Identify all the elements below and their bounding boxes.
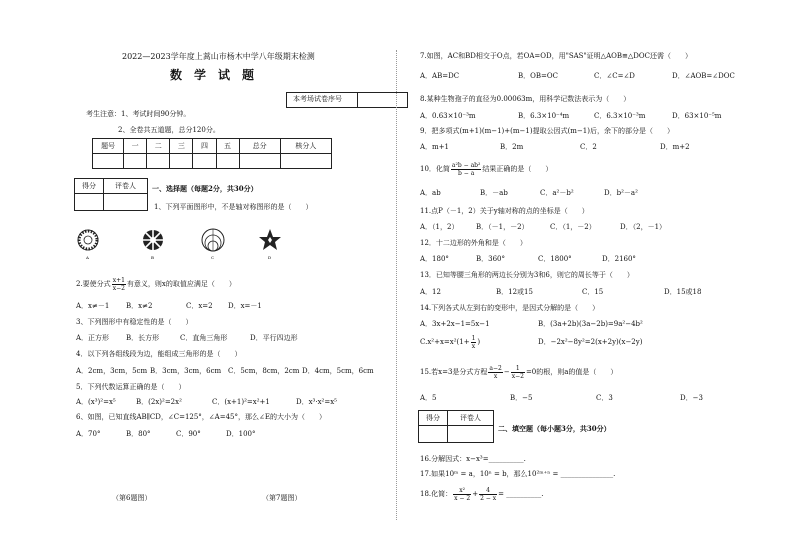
q14-option-a[interactable]: A．3x+2x−1=5x−1	[420, 320, 490, 328]
score-header-cell: 五	[216, 139, 239, 154]
score-header-cell: 四	[193, 139, 216, 154]
score-cell[interactable]	[280, 154, 331, 169]
q5-option-d[interactable]: D．x³·x²=x⁵	[296, 398, 337, 406]
q9-option-a[interactable]: A．m+1	[420, 143, 450, 151]
score-header-cell: 二	[147, 139, 170, 154]
q1-text: 1、下列平面图形中，不是轴对称图形的是（ ）	[154, 203, 313, 211]
q15-pre: 15.若x=3是分式方程	[420, 368, 488, 376]
q8-option-b[interactable]: B．6.3×10⁻⁴m	[518, 112, 570, 120]
figure6-caption: （第6题图）	[112, 494, 152, 502]
q10-numerator: a²b − ab²	[451, 161, 481, 169]
grader-score-cell[interactable]	[75, 194, 104, 211]
q12-option-a[interactable]: A．180°	[420, 255, 449, 263]
q12-option-d[interactable]: D．2160°	[602, 255, 636, 263]
q15-option-a[interactable]: A．5	[420, 394, 437, 402]
q3-option-c[interactable]: C．直角三角形	[180, 334, 228, 342]
section2-title: 二、填空题（每小题3分，共30分）	[498, 424, 611, 433]
q9-option-c[interactable]: C．2	[580, 143, 597, 151]
grader-table-1	[74, 178, 148, 211]
score-table	[92, 138, 332, 169]
q1-figure-a	[78, 230, 98, 250]
q10-option-b[interactable]: B．－ab	[480, 189, 508, 197]
q8-option-c[interactable]: C．6.3×10⁻³m	[594, 112, 646, 120]
q18-plus: +	[472, 490, 479, 498]
q13-option-d[interactable]: D．15或18	[664, 288, 702, 296]
q6-option-a[interactable]: A．70°	[76, 430, 101, 438]
q3-text: 3、下列图形中有稳定性的是（ ）	[76, 318, 193, 326]
q1-figure-d	[259, 229, 281, 250]
q10-denominator: b − a	[458, 169, 475, 177]
q6-option-b[interactable]: B．80°	[126, 430, 151, 438]
q11-option-d[interactable]: D．（2，－1）	[620, 223, 667, 231]
exam-title: 2022—2023学年度上蒿山市杨木中学八年级期末检测	[122, 52, 315, 61]
seat-number-label: 本考场试卷序号	[293, 95, 342, 103]
q10-option-d[interactable]: D．b²－a²	[604, 189, 638, 197]
q5-text: 5．下列代数运算正确的是（ ）	[76, 383, 186, 391]
score-header-cell: 总分	[239, 139, 280, 154]
q8-text: 8.某种生物孢子的直径为0.00063m，用科学记数法表示为（ ）	[420, 95, 631, 103]
score-cell[interactable]	[239, 154, 280, 169]
score-header-cell: 核分人	[280, 139, 331, 154]
q1-label-d: D	[268, 255, 272, 260]
q13-option-a[interactable]: A．12	[420, 288, 441, 296]
q13-option-b[interactable]: B．12或15	[496, 288, 533, 296]
grader-table-2	[418, 410, 494, 443]
q14-option-c-post: )	[477, 338, 481, 346]
figure7-caption: （第7题图）	[262, 494, 302, 502]
q2-text	[76, 276, 236, 292]
q11-option-a[interactable]: A．（1，2）	[420, 223, 459, 231]
grader-score-label: 得分	[75, 179, 104, 194]
q13-option-c[interactable]: C．15	[582, 288, 604, 296]
q18-denominator-2: 2 − x	[480, 494, 497, 502]
q6-option-d[interactable]: D．100°	[226, 430, 256, 438]
q5-option-c[interactable]: C．(x+1)²=x²+1	[212, 398, 270, 406]
q10-text	[420, 161, 552, 177]
q4-text: 4．以下列各组线段为边，能组成三角形的是（ ）	[76, 350, 242, 358]
score-header-cell: 题号	[93, 139, 124, 154]
q9-text: 9．把多项式(m+1)(m−1)+(m−1)提取公因式(m−1)后，余下的部分是（ ）	[420, 127, 674, 135]
q2-option-c[interactable]: C．x=2	[186, 302, 213, 310]
q2-option-d[interactable]: D．x=－1	[228, 302, 262, 310]
q18-post: = __________.	[498, 490, 544, 498]
grader-reviewer-label: 评卷人	[104, 179, 148, 194]
q12-text: 12．十二边形的外角和是（ ）	[420, 239, 527, 247]
score-cell[interactable]	[193, 154, 216, 169]
q5-option-a[interactable]: A．(x³)²=x⁵	[76, 398, 116, 406]
grader-score-label: 得分	[419, 411, 448, 426]
section1-title: 一、选择题（每题2分，共30分）	[152, 184, 258, 193]
score-cell[interactable]	[170, 154, 193, 169]
score-cell[interactable]	[216, 154, 239, 169]
score-table-header-row	[93, 139, 332, 154]
q18-pre: 18.化简：	[420, 490, 453, 498]
score-table-entry-row	[93, 154, 332, 169]
q18-denominator-1: x − 2	[454, 494, 471, 502]
q15-denominator-1: x	[493, 372, 498, 380]
q15-denominator-2: x−2	[511, 372, 524, 380]
q11-text: 11.点P（－1，2）关于y轴对称的点的坐标是（ ）	[420, 207, 589, 215]
q2-option-a[interactable]: A．x≠－1	[76, 302, 110, 310]
grader-score-cell[interactable]	[419, 426, 448, 443]
q18-text[interactable]	[420, 486, 543, 502]
q15-minus: −	[503, 368, 510, 376]
q9-option-b[interactable]: B．2m	[500, 143, 524, 151]
q13-text: 13．已知等腰三角形的两边长分别为3和6，则它的周长等于（ ）	[420, 271, 634, 279]
q14-option-c-numerator: 1	[471, 334, 476, 342]
grader-reviewer-cell[interactable]	[448, 426, 494, 443]
q7-option-a[interactable]: A．AB=DC	[420, 72, 460, 80]
q10-option-a[interactable]: A．ab	[420, 189, 441, 197]
q7-option-d[interactable]: D．∠AOB=∠DOC	[672, 72, 735, 80]
score-cell[interactable]	[124, 154, 147, 169]
q4-option-d[interactable]: D．4cm，5cm，6cm	[302, 367, 374, 375]
q1-label-c: C	[211, 255, 215, 260]
subject-title: 数 学 试 题	[170, 68, 255, 82]
column-divider	[396, 50, 398, 520]
q14-option-d[interactable]: D．−2x²−8y²=2(x+2y)(x−2y)	[538, 338, 643, 346]
q15-option-c[interactable]: C．3	[596, 394, 613, 402]
seat-number-box[interactable]	[286, 92, 408, 108]
q4-option-b[interactable]: B．3cm，3cm，6cm	[150, 367, 222, 375]
q6-option-c[interactable]: C．90°	[176, 430, 201, 438]
q12-option-b[interactable]: B．360°	[476, 255, 506, 263]
q4-option-a[interactable]: A．2cm，3cm，5cm	[76, 367, 148, 375]
q1-label-b: B	[151, 255, 154, 260]
notice-line-1: 考生注意：1、考试时间90分钟。	[86, 110, 191, 118]
grader-reviewer-label: 评卷人	[448, 411, 494, 426]
q14-option-c-denominator: x	[471, 342, 476, 350]
q10-post: 结果正确的是（ ）	[482, 165, 553, 173]
q15-option-b[interactable]: B．−5	[510, 394, 533, 402]
q1-label-a: A	[86, 255, 89, 260]
q16-text[interactable]: 16.分解因式：x−x³=__________.	[420, 455, 526, 463]
q10-option-c[interactable]: C．a²－b²	[540, 189, 574, 197]
notice-line-2: 2、全卷共五道题，总分120分。	[118, 126, 220, 134]
q7-option-c[interactable]: C．∠C=∠D	[594, 72, 635, 80]
q10-pre: 10．化简	[420, 165, 450, 173]
q14-option-c[interactable]	[420, 334, 480, 350]
q1-figure-c	[202, 229, 224, 251]
q6-text: 6、如图，已知直线AB∥CD，∠C=125°，∠A=45°，那么∠E的大小为（ ）	[76, 413, 326, 421]
q5-option-b[interactable]: B．(2x)²=2x²	[136, 398, 182, 406]
q2-numerator: x+1	[112, 276, 125, 284]
q11-option-c[interactable]: C．（1，－2）	[550, 223, 596, 231]
score-cell	[93, 154, 124, 169]
grader-reviewer-cell[interactable]	[104, 194, 148, 211]
q18-numerator-1: x²	[453, 487, 471, 495]
q15-option-d[interactable]: D．−3	[680, 394, 703, 402]
q7-text: 7.如图，AC和BD相交于O点，若OA=OD，用"SAS"证明△AOB≌△DOC还需（ ）	[420, 52, 692, 60]
q14-option-b[interactable]: B．(3a+2b)(3a−2b)=9a²−4b²	[538, 320, 643, 328]
q15-numerator-2: 1	[511, 365, 525, 373]
q9-option-d[interactable]: D．m+2	[660, 143, 690, 151]
q8-option-a[interactable]: A．0.63×10⁻³m	[420, 112, 476, 120]
q3-option-d[interactable]: D．平行四边形	[250, 334, 298, 342]
q1-figure-b	[143, 230, 163, 250]
q15-numerator-1: a−2	[489, 364, 502, 372]
q18-numerator-2: 4	[479, 487, 497, 495]
q8-option-d[interactable]: D．63×10⁻⁵m	[672, 112, 722, 120]
q14-text: 14.下列各式从左到右的变形中，是因式分解的是（ ）	[420, 304, 600, 312]
q4-option-c[interactable]: C．5cm，8cm，2cm	[228, 367, 300, 375]
score-header-cell: 一	[124, 139, 147, 154]
q12-option-c[interactable]: C．1800°	[538, 255, 572, 263]
q14-option-c-pre: C.x²+x=x²(1+	[420, 338, 470, 346]
q1-figures	[70, 226, 370, 266]
q11-option-b[interactable]: B．（－1，－2）	[476, 223, 529, 231]
q2-pre: 2.要使分式	[76, 280, 111, 288]
q15-text	[420, 364, 617, 380]
q2-option-b[interactable]: B．x≠2	[126, 302, 153, 310]
score-cell[interactable]	[147, 154, 170, 169]
q2-post: 有意义，则x的取值应满足（ ）	[126, 280, 236, 288]
q3-option-a[interactable]: A．正方形	[76, 334, 110, 342]
q15-post: =0的根，则a的值是（ ）	[525, 368, 618, 376]
score-header-cell: 三	[170, 139, 193, 154]
q17-text[interactable]: 17.如果10ᵐ = a，10ⁿ = b，那么10²ᵐ⁺ⁿ = _______________.	[420, 470, 616, 478]
q3-option-b[interactable]: B．长方形	[126, 334, 160, 342]
q2-denominator: x−2	[112, 284, 125, 292]
q7-option-b[interactable]: B．OB=OC	[518, 72, 558, 80]
